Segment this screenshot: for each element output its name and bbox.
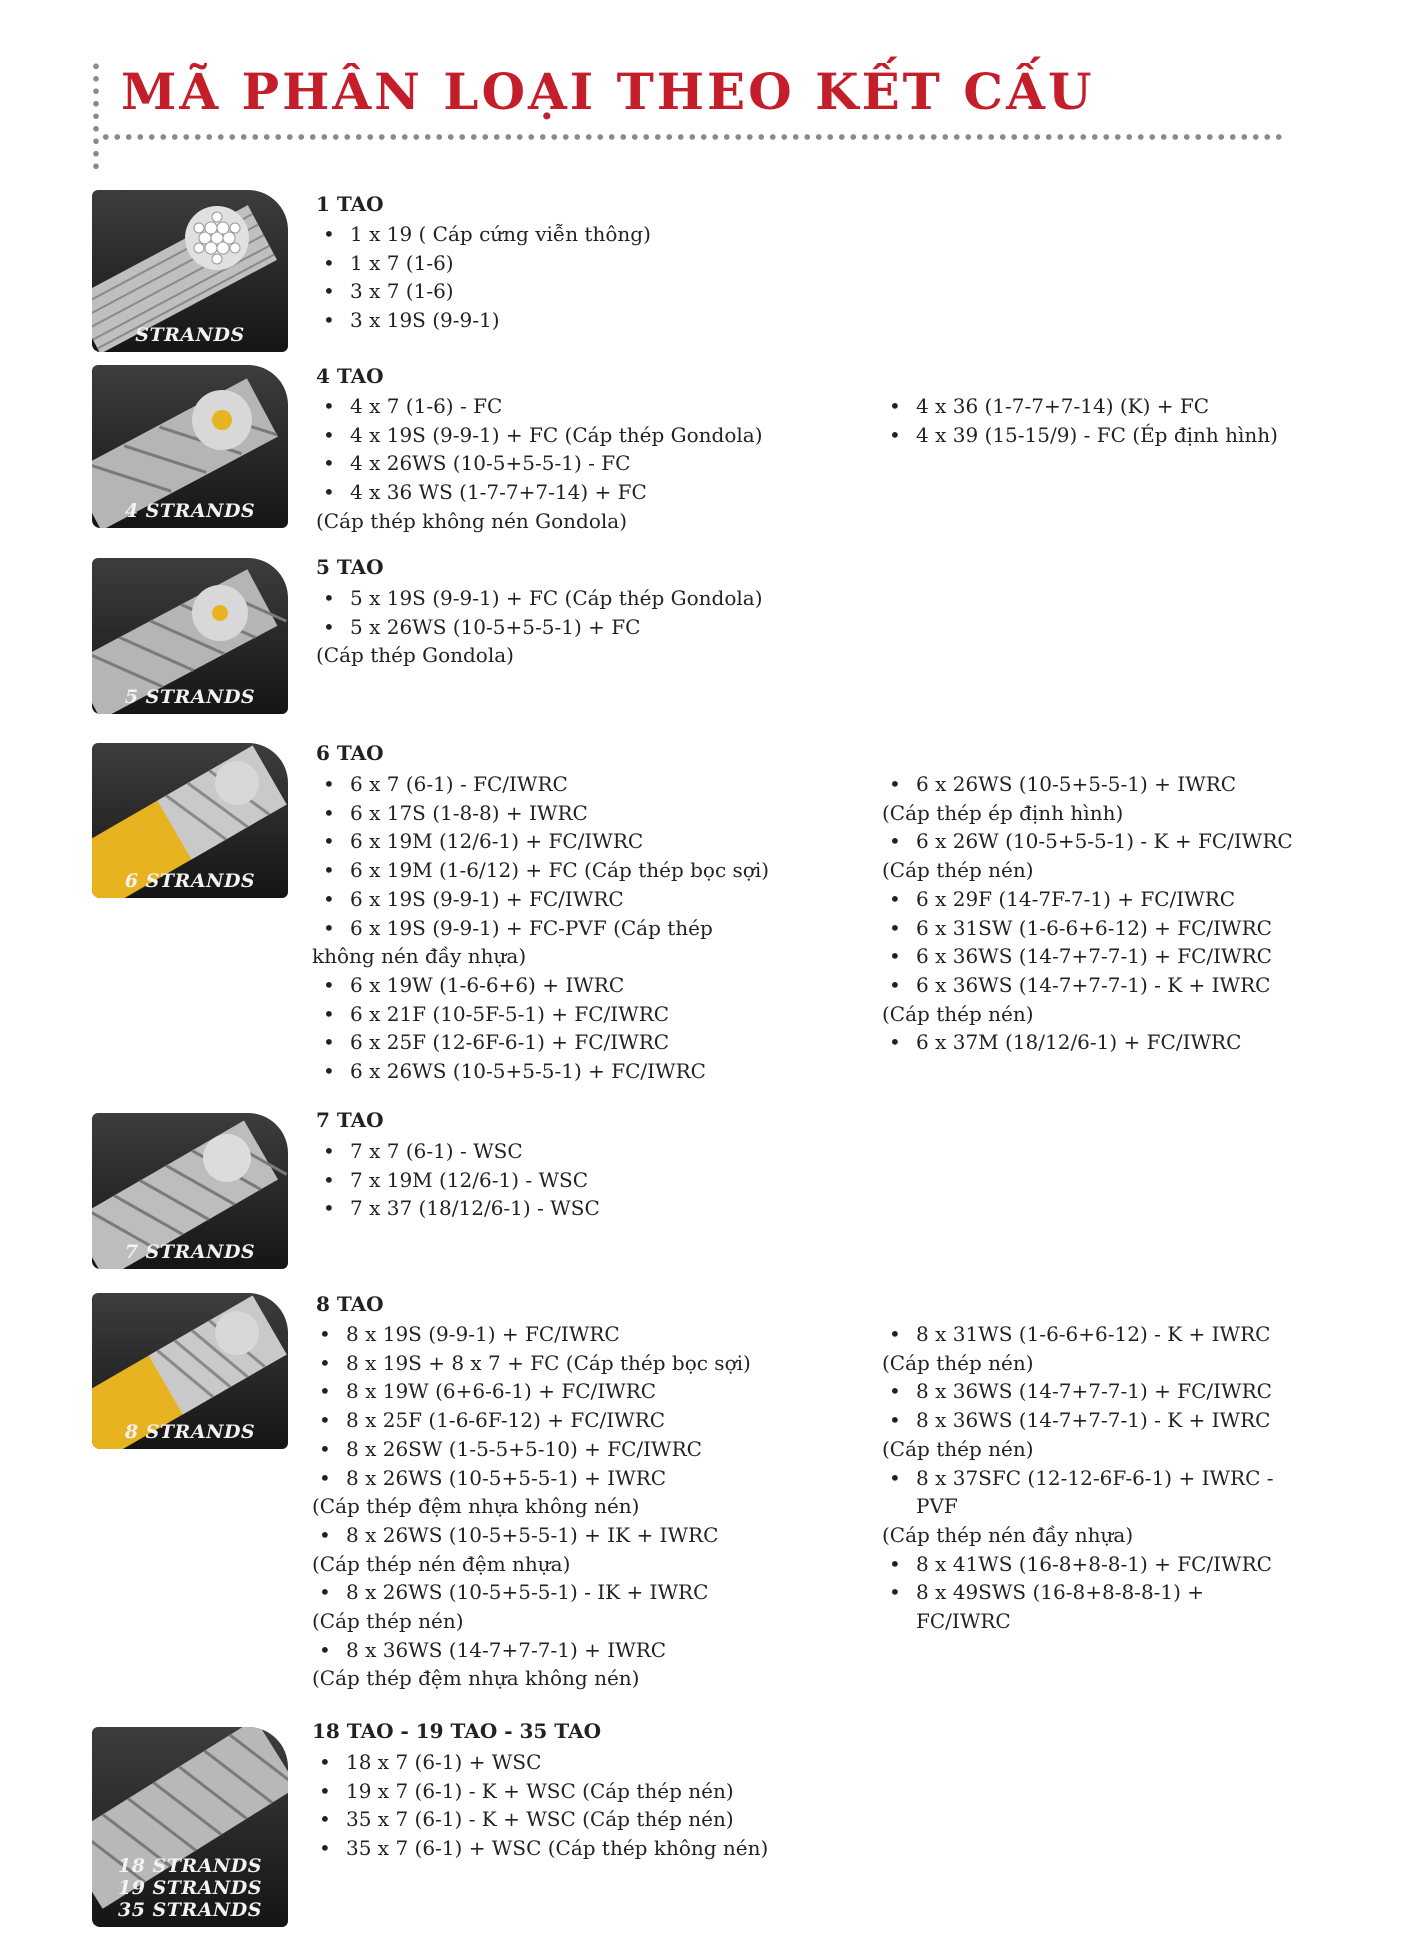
list-note: (Cáp thép đệm nhựa không nén): [312, 1494, 640, 1519]
list-item: • 5 x 19S (9-9-1) + FC (Cáp thép Gondola): [316, 584, 763, 613]
list-item: • 4 x 36 WS (1-7-7+7-14) + FC: [316, 478, 763, 507]
list-item: • 1 x 19 ( Cáp cứng viễn thông): [316, 220, 651, 249]
dotted-border-vertical: [91, 60, 101, 170]
list-item: • 8 x 36WS (14-7+7-7-1) + IWRC: [312, 1636, 751, 1665]
section-heading: 6 TAO: [316, 741, 384, 765]
list-item: • 8 x 19W (6+6-6-1) + FC/IWRC: [312, 1377, 751, 1406]
thumb-7-strands: [92, 1113, 288, 1269]
list-item: • 6 x 36WS (14-7+7-7-1) - K + IWRC: [882, 971, 1293, 1000]
list-item: • 6 x 7 (6-1) - FC/IWRC: [316, 770, 769, 799]
list-item: • 8 x 49SWS (16-8+8-8-8-1) +: [882, 1578, 1274, 1607]
list-item: • 8 x 36WS (14-7+7-7-1) + FC/IWRC: [882, 1377, 1274, 1406]
list-note: (Cáp thép nén): [882, 1350, 1034, 1375]
thumb-18-19-35-strands: [92, 1727, 288, 1927]
list-item: • 8 x 26WS (10-5+5-5-1) + IK + IWRC: [312, 1521, 751, 1550]
list-item: • 8 x 41WS (16-8+8-8-1) + FC/IWRC: [882, 1550, 1274, 1579]
thumb-8-strands: [92, 1293, 288, 1449]
list-note: không nén đầy nhựa): [312, 944, 527, 969]
list-note: (Cáp thép nén): [882, 1001, 1034, 1026]
dotted-divider: [100, 132, 1285, 142]
thumb-caption: STRANDS: [135, 324, 245, 346]
list-item: • 7 x 7 (6-1) - WSC: [316, 1137, 600, 1166]
list-item: • 4 x 36 (1-7-7+7-14) (K) + FC: [882, 392, 1278, 421]
thumb-5-strands: [92, 558, 288, 714]
list-note: PVF: [916, 1494, 958, 1519]
list-item: • 6 x 26WS (10-5+5-5-1) + IWRC: [882, 770, 1293, 799]
list-item: • 8 x 31WS (1-6-6+6-12) - K + IWRC: [882, 1320, 1274, 1349]
list-col-1: [316, 220, 651, 335]
list-col-1: [312, 770, 770, 1086]
list-item: • 6 x 36WS (14-7+7-7-1) + FC/IWRC: [882, 942, 1293, 971]
list-note: (Cáp thép nén): [312, 1609, 464, 1634]
list-note: (Cáp thép nén): [882, 858, 1034, 883]
thumb-6-strands: [92, 743, 288, 898]
list-item: • 8 x 37SFC (12-12-6F-6-1) + IWRC -: [882, 1464, 1274, 1493]
list-item: • 35 x 7 (6-1) - K + WSC (Cáp thép nén): [312, 1805, 768, 1834]
list-note: (Cáp thép nén): [882, 1436, 1034, 1461]
list-item: • 6 x 19W (1-6-6+6) + IWRC: [316, 971, 769, 1000]
list-item: • 6 x 37M (18/12/6-1) + FC/IWRC: [882, 1028, 1293, 1057]
list-item: • 6 x 25F (12-6F-6-1) + FC/IWRC: [316, 1028, 769, 1057]
list-item: • 6 x 19M (12/6-1) + FC/IWRC: [316, 827, 769, 856]
thumb-caption: 8 STRANDS: [124, 1421, 256, 1443]
list-note: (Cáp thép nén đầy nhựa): [882, 1522, 1134, 1547]
thumb-caption: 5 STRANDS: [124, 686, 256, 708]
section-heading: 4 TAO: [316, 364, 384, 388]
list-item: • 1 x 7 (1-6): [316, 249, 651, 278]
list-col-2: [882, 1320, 1274, 1636]
section-heading: 1 TAO: [316, 192, 384, 216]
list-item: • 6 x 19M (1-6/12) + FC (Cáp thép bọc sợi): [316, 856, 769, 885]
thumb-caption: 6 STRANDS: [124, 870, 256, 892]
page-title: MÃ PHÂN LOẠI THEO KẾT CẤU: [121, 62, 1095, 121]
list-col-2: [882, 770, 1293, 1057]
list-col-1: [312, 1320, 751, 1693]
list-note: (Cáp thép ép định hình): [882, 800, 1124, 825]
list-item: • 8 x 25F (1-6-6F-12) + FC/IWRC: [312, 1406, 751, 1435]
list-col-1: [312, 1748, 768, 1863]
list-item: • 35 x 7 (6-1) + WSC (Cáp thép không nén): [312, 1834, 768, 1863]
list-note: (Cáp thép Gondola): [316, 643, 514, 668]
list-item: • 6 x 19S (9-9-1) + FC/IWRC: [316, 885, 769, 914]
list-item: • 4 x 19S (9-9-1) + FC (Cáp thép Gondola): [316, 421, 763, 450]
thumb-4-strands: [92, 365, 288, 528]
list-item: • 6 x 29F (14-7F-7-1) + FC/IWRC: [882, 885, 1293, 914]
list-note: (Cáp thép đệm nhựa không nén): [312, 1666, 640, 1691]
list-col-1: [316, 584, 763, 670]
list-col-1: [316, 1137, 600, 1223]
list-item: • 19 x 7 (6-1) - K + WSC (Cáp thép nén): [312, 1777, 768, 1806]
list-item: • 6 x 31SW (1-6-6+6-12) + FC/IWRC: [882, 914, 1293, 943]
list-item: • 6 x 19S (9-9-1) + FC-PVF (Cáp thép: [316, 914, 769, 943]
list-item: • 4 x 39 (15-15/9) - FC (Ép định hình): [882, 421, 1278, 450]
list-note: (Cáp thép nén đệm nhựa): [312, 1551, 571, 1576]
thumb-caption: 7 STRANDS: [124, 1241, 256, 1263]
list-item: • 4 x 26WS (10-5+5-5-1) - FC: [316, 449, 763, 478]
section-heading: 5 TAO: [316, 555, 384, 579]
list-item: • 5 x 26WS (10-5+5-5-1) + FC: [316, 613, 763, 642]
list-item: • 6 x 17S (1-8-8) + IWRC: [316, 799, 769, 828]
list-item: • 18 x 7 (6-1) + WSC: [312, 1748, 768, 1777]
list-item: • 3 x 7 (1-6): [316, 277, 651, 306]
list-item: • 8 x 19S + 8 x 7 + FC (Cáp thép bọc sợi): [312, 1349, 751, 1378]
thumb-caption: 4 STRANDS: [124, 500, 256, 522]
list-item: • 8 x 26SW (1-5-5+5-10) + FC/IWRC: [312, 1435, 751, 1464]
list-item: • 8 x 26WS (10-5+5-5-1) + IWRC: [312, 1464, 751, 1493]
thumb-caption: 18 STRANDS 19 STRANDS 35 STRANDS: [117, 1855, 262, 1921]
section-heading: 18 TAO - 19 TAO - 35 TAO: [312, 1719, 602, 1743]
section-heading: 7 TAO: [316, 1108, 384, 1132]
list-item: • 8 x 36WS (14-7+7-7-1) - K + IWRC: [882, 1406, 1274, 1435]
thumb-1-strand: [92, 190, 288, 352]
list-item: • 8 x 19S (9-9-1) + FC/IWRC: [312, 1320, 751, 1349]
list-note: (Cáp thép không nén Gondola): [316, 508, 628, 533]
list-item: • 7 x 37 (18/12/6-1) - WSC: [316, 1194, 600, 1223]
list-item: • 6 x 21F (10-5F-5-1) + FC/IWRC: [316, 1000, 769, 1029]
list-note: FC/IWRC: [916, 1609, 1011, 1634]
section-heading: 8 TAO: [316, 1292, 384, 1316]
list-item: • 3 x 19S (9-9-1): [316, 306, 651, 335]
list-item: • 6 x 26WS (10-5+5-5-1) + FC/IWRC: [316, 1057, 769, 1086]
list-col-1: [316, 392, 763, 536]
list-item: • 7 x 19M (12/6-1) - WSC: [316, 1166, 600, 1195]
list-item: • 6 x 26W (10-5+5-5-1) - K + FC/IWRC: [882, 827, 1293, 856]
list-item: • 4 x 7 (1-6) - FC: [316, 392, 763, 421]
list-item: • 8 x 26WS (10-5+5-5-1) - IK + IWRC: [312, 1578, 751, 1607]
list-col-2: [882, 392, 1278, 449]
